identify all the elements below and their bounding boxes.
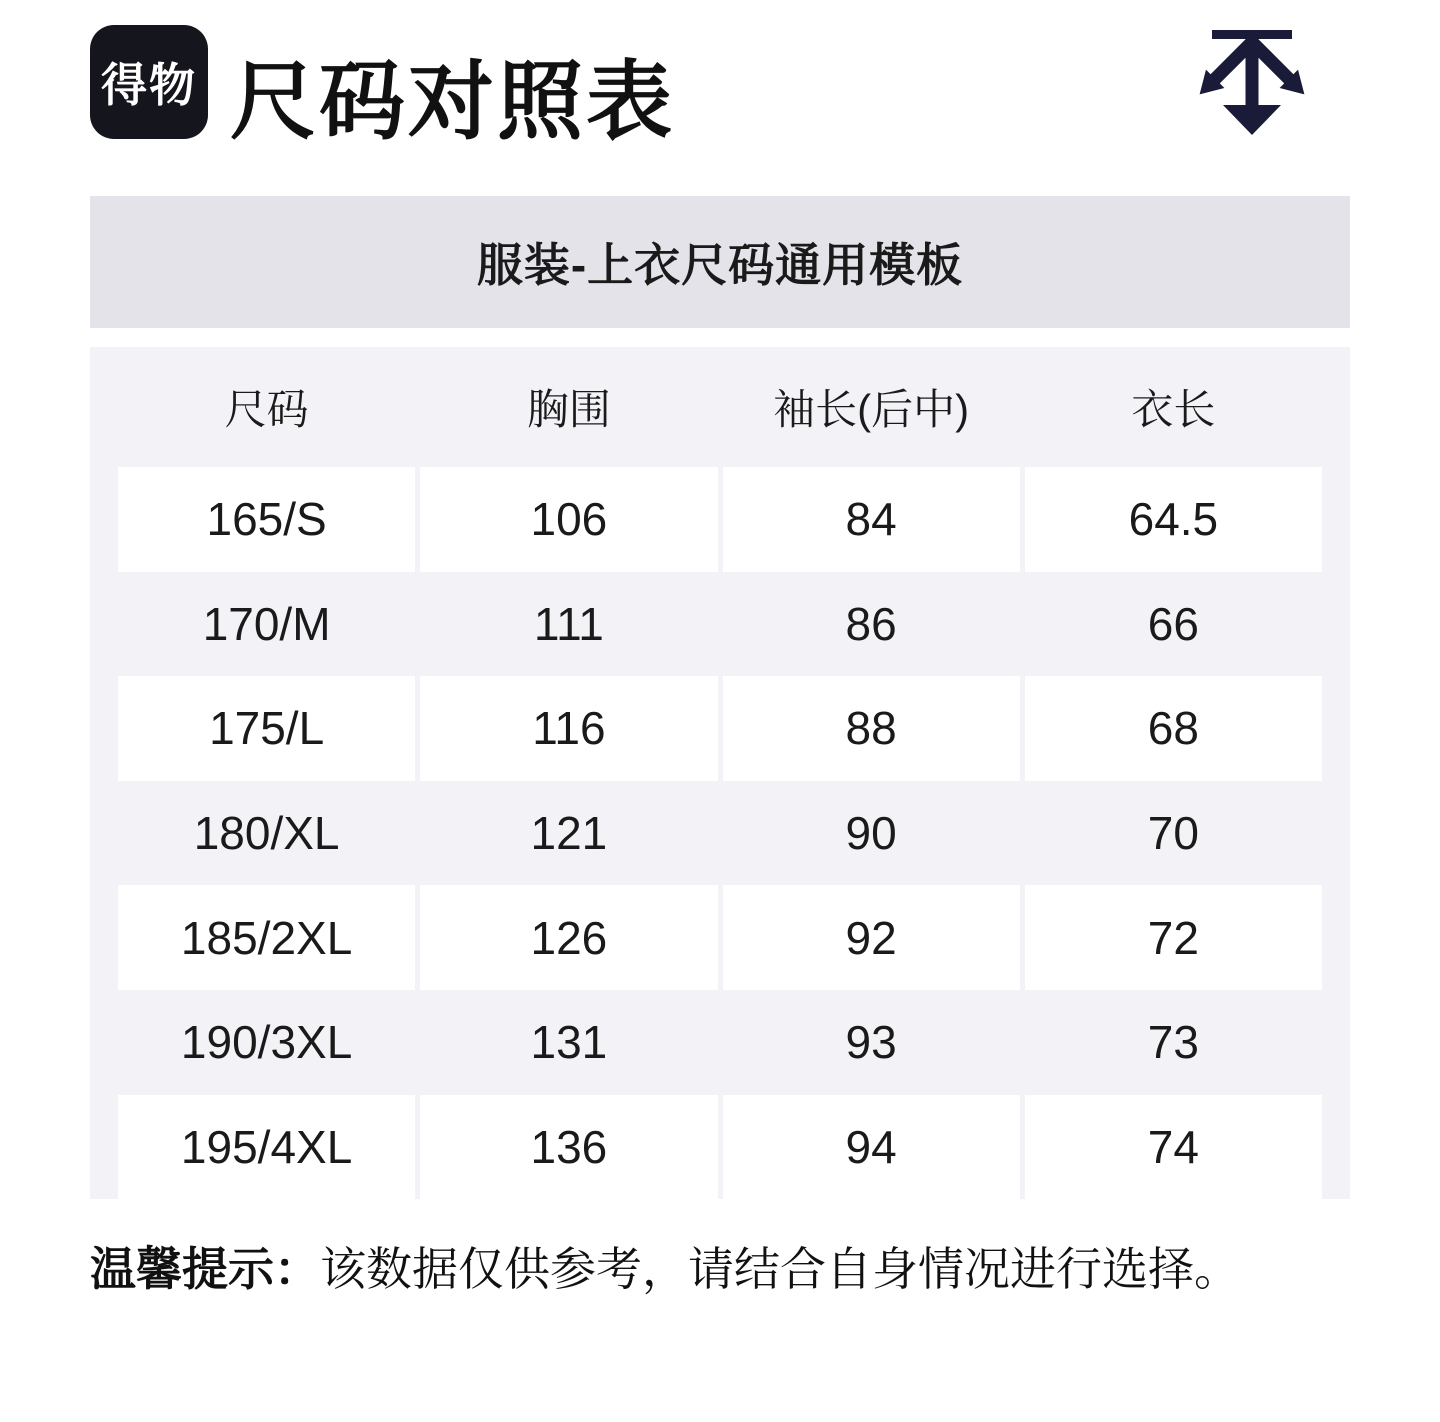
column-header-chest: 胸围 bbox=[526, 386, 611, 433]
length-cell: 72 bbox=[1025, 885, 1322, 990]
table-row bbox=[118, 1095, 1322, 1200]
sleeve-cell: 84 bbox=[723, 467, 1020, 572]
length-cell: 64.5 bbox=[1025, 467, 1322, 572]
chest-cell: 111 bbox=[533, 597, 604, 650]
size-cell: 175/L bbox=[118, 676, 415, 781]
template-bar bbox=[90, 196, 1350, 328]
length-cell: 70 bbox=[1147, 807, 1199, 860]
sleeve-cell: 92 bbox=[723, 885, 1020, 990]
tip-text: 该数据仅供参考，请结合自身情况进行选择。 bbox=[320, 1243, 1240, 1296]
size-cell: 180/XL bbox=[193, 807, 340, 860]
size-cell: 170/M bbox=[202, 597, 331, 650]
table-row bbox=[118, 572, 1322, 677]
size-cell: 195/4XL bbox=[118, 1095, 415, 1200]
table-row bbox=[118, 781, 1322, 886]
sleeve-cell: 86 bbox=[845, 597, 897, 650]
brand-logo bbox=[1192, 30, 1312, 135]
chest-cell: 106 bbox=[420, 467, 717, 572]
chest-cell: 121 bbox=[530, 807, 608, 860]
table-row bbox=[118, 990, 1322, 1095]
chest-cell: 131 bbox=[530, 1016, 608, 1069]
column-header-length: 衣长 bbox=[1131, 386, 1216, 433]
table-row bbox=[118, 467, 1322, 572]
length-cell: 68 bbox=[1025, 676, 1322, 781]
sleeve-cell: 88 bbox=[723, 676, 1020, 781]
chest-cell: 116 bbox=[420, 676, 717, 781]
table-row bbox=[118, 885, 1322, 990]
page-title: 尺码对照表 bbox=[230, 54, 675, 150]
size-cell: 185/2XL bbox=[118, 885, 415, 990]
top-header bbox=[0, 0, 1440, 150]
table-header-row bbox=[118, 347, 1322, 467]
size-table bbox=[90, 347, 1350, 1199]
length-cell: 66 bbox=[1147, 597, 1199, 650]
descente-logo-icon bbox=[1192, 30, 1312, 135]
dewu-logo bbox=[90, 25, 208, 139]
column-header-sleeve: 袖长(后中) bbox=[773, 386, 970, 433]
column-header-size: 尺码 bbox=[224, 386, 309, 433]
chest-cell: 126 bbox=[420, 885, 717, 990]
template-bar-label: 服装-上衣尺码通用模板 bbox=[476, 239, 964, 291]
sleeve-cell: 94 bbox=[723, 1095, 1020, 1200]
size-cell: 190/3XL bbox=[180, 1016, 353, 1069]
length-cell: 73 bbox=[1147, 1016, 1199, 1069]
length-cell: 74 bbox=[1025, 1095, 1322, 1200]
tip-label: 温馨提示： bbox=[90, 1243, 320, 1296]
sleeve-cell: 93 bbox=[845, 1016, 897, 1069]
chest-cell: 136 bbox=[420, 1095, 717, 1200]
table-row bbox=[118, 676, 1322, 781]
dewu-logo-text: 得物 bbox=[101, 59, 197, 111]
size-cell: 165/S bbox=[118, 467, 415, 572]
sleeve-cell: 90 bbox=[845, 807, 897, 860]
tip bbox=[90, 1239, 1350, 1299]
